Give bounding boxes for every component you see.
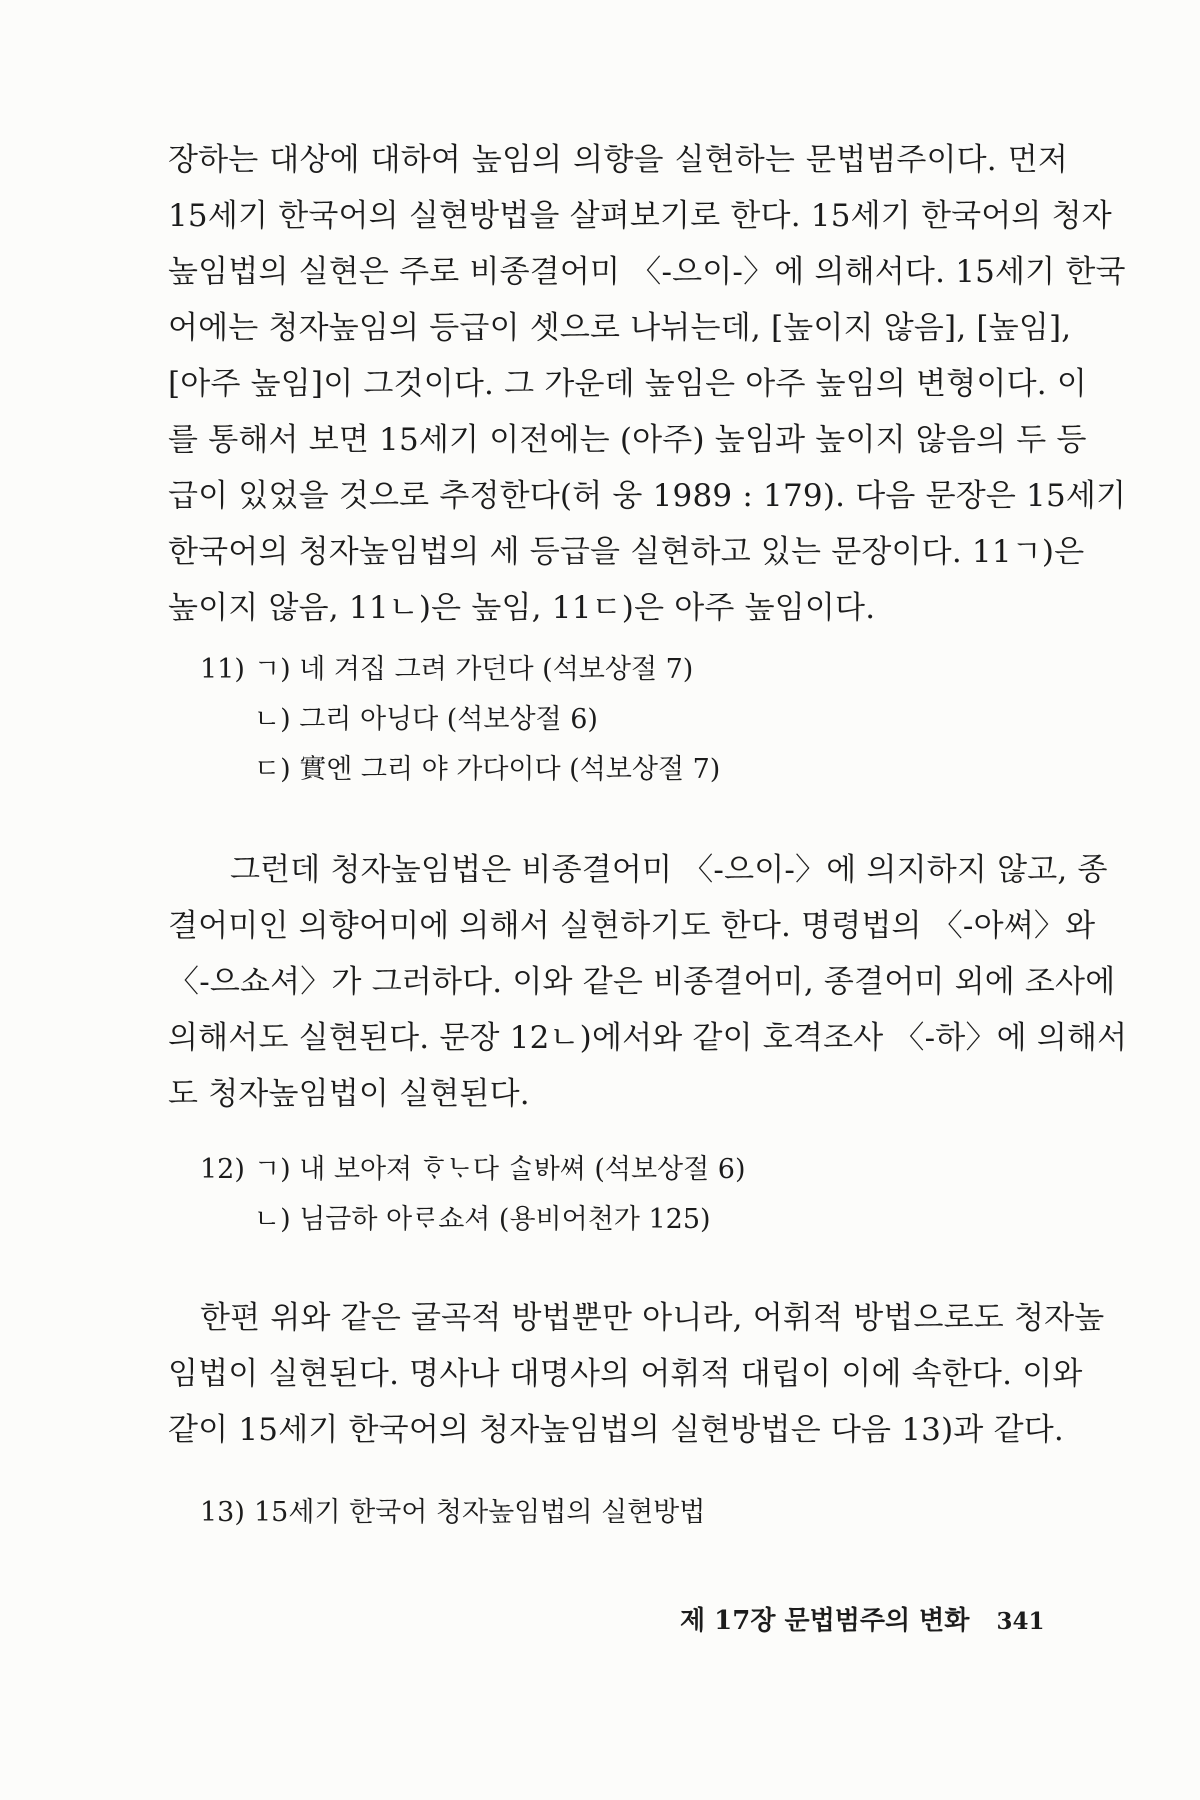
paragraph-line: 임법이 실현된다. 명사나 대명사의 어휘적 대립이 이에 속한다. 이와 (168, 1356, 1083, 1392)
paragraph-line: 도 청자높임법이 실현된다. (168, 1076, 530, 1112)
paragraph-line: 〈-으쇼셔〉가 그러하다. 이와 같은 비종결어미, 종결어미 외에 조사에 (168, 964, 1116, 1000)
paragraph-line: 15세기 한국어의 실현방법을 살펴보기로 한다. 15세기 한국어의 청자 (168, 198, 1112, 234)
paragraph-line: 한편 위와 같은 굴곡적 방법뿐만 아니라, 어휘적 방법으로도 청자높 (200, 1300, 1105, 1336)
example-text: ㄷ) 實엔 그리 야 가다이다 (석보상절 7) (254, 754, 721, 785)
example-text: ㄱ) 네 겨집 그려 가던다 (석보상절 7) (254, 654, 694, 685)
example-text: ㄴ) 그리 아닝다 (석보상절 6) (254, 704, 598, 735)
paragraph-line: 높이지 않음, 11ㄴ)은 높임, 11ㄷ)은 아주 높임이다. (168, 590, 876, 626)
paragraph-1 (168, 132, 1127, 636)
paragraph-3 (168, 1290, 1105, 1458)
paragraph-line: 급이 있었을 것으로 추정한다(허 웅 1989 : 179). 다음 문장은 15세기 (168, 478, 1127, 514)
paragraph-line: 그런데 청자높임법은 비종결어미 〈-으이-〉에 의지하지 않고, 종 (230, 852, 1108, 888)
example-text: ㄱ) 내 보아져 ᄒᆞᄂᆞ다 ᄉᆞᆯᄫᅡ쎠 (석보상절 6) (254, 1154, 746, 1185)
chapter-title: 제 17장 문법범주의 변화 (680, 1606, 970, 1636)
paragraph-line: 를 통해서 보면 15세기 이전에는 (아주) 높임과 높이지 않음의 두 등 (168, 422, 1087, 458)
example-text: ㄴ) 님금하 아ᄅᆞ쇼셔 (용비어천가 125) (254, 1204, 711, 1235)
paragraph-line: 어에는 청자높임의 등급이 셋으로 나뉘는데, [높이지 않음], [높임], (168, 310, 1072, 346)
example-line (200, 1195, 746, 1245)
example-12 (200, 1145, 746, 1245)
paragraph-2 (168, 842, 1128, 1122)
paragraph-line: 한국어의 청자높임법의 세 등급을 실현하고 있는 문장이다. 11ㄱ)은 (168, 534, 1085, 570)
example-line (200, 745, 720, 795)
paragraph-line: 장하는 대상에 대하여 높임의 의향을 실현하는 문법범주이다. 먼저 (168, 142, 1068, 178)
paragraph-line: 의해서도 실현된다. 문장 12ㄴ)에서와 같이 호격조사 〈-하〉에 의해서 (168, 1020, 1128, 1056)
example-line (200, 1145, 746, 1195)
example-line (200, 695, 720, 745)
page-number: 341 (996, 1608, 1045, 1635)
example-11 (200, 645, 720, 795)
example-13 (200, 1488, 705, 1538)
paragraph-line: [아주 높임]이 그것이다. 그 가운데 높임은 아주 높임의 변형이다. 이 (168, 366, 1087, 402)
paragraph-line: 높임법의 실현은 주로 비종결어미 〈-으이-〉에 의해서다. 15세기 한국 (168, 254, 1126, 290)
example-line (200, 1488, 705, 1538)
paragraph-line: 결어미인 의향어미에 의해서 실현하기도 한다. 명령법의 〈-아쎠〉와 (168, 908, 1096, 944)
example-text: 15세기 한국어 청자높임법의 실현방법 (254, 1497, 706, 1528)
example-number: 13) (200, 1497, 245, 1528)
paragraph-line: 같이 15세기 한국어의 청자높임법의 실현방법은 다음 13)과 같다. (168, 1412, 1064, 1448)
example-number: 12) (200, 1154, 245, 1185)
page-footer (680, 1600, 1044, 1637)
example-number: 11) (200, 654, 245, 685)
example-line (200, 645, 720, 695)
